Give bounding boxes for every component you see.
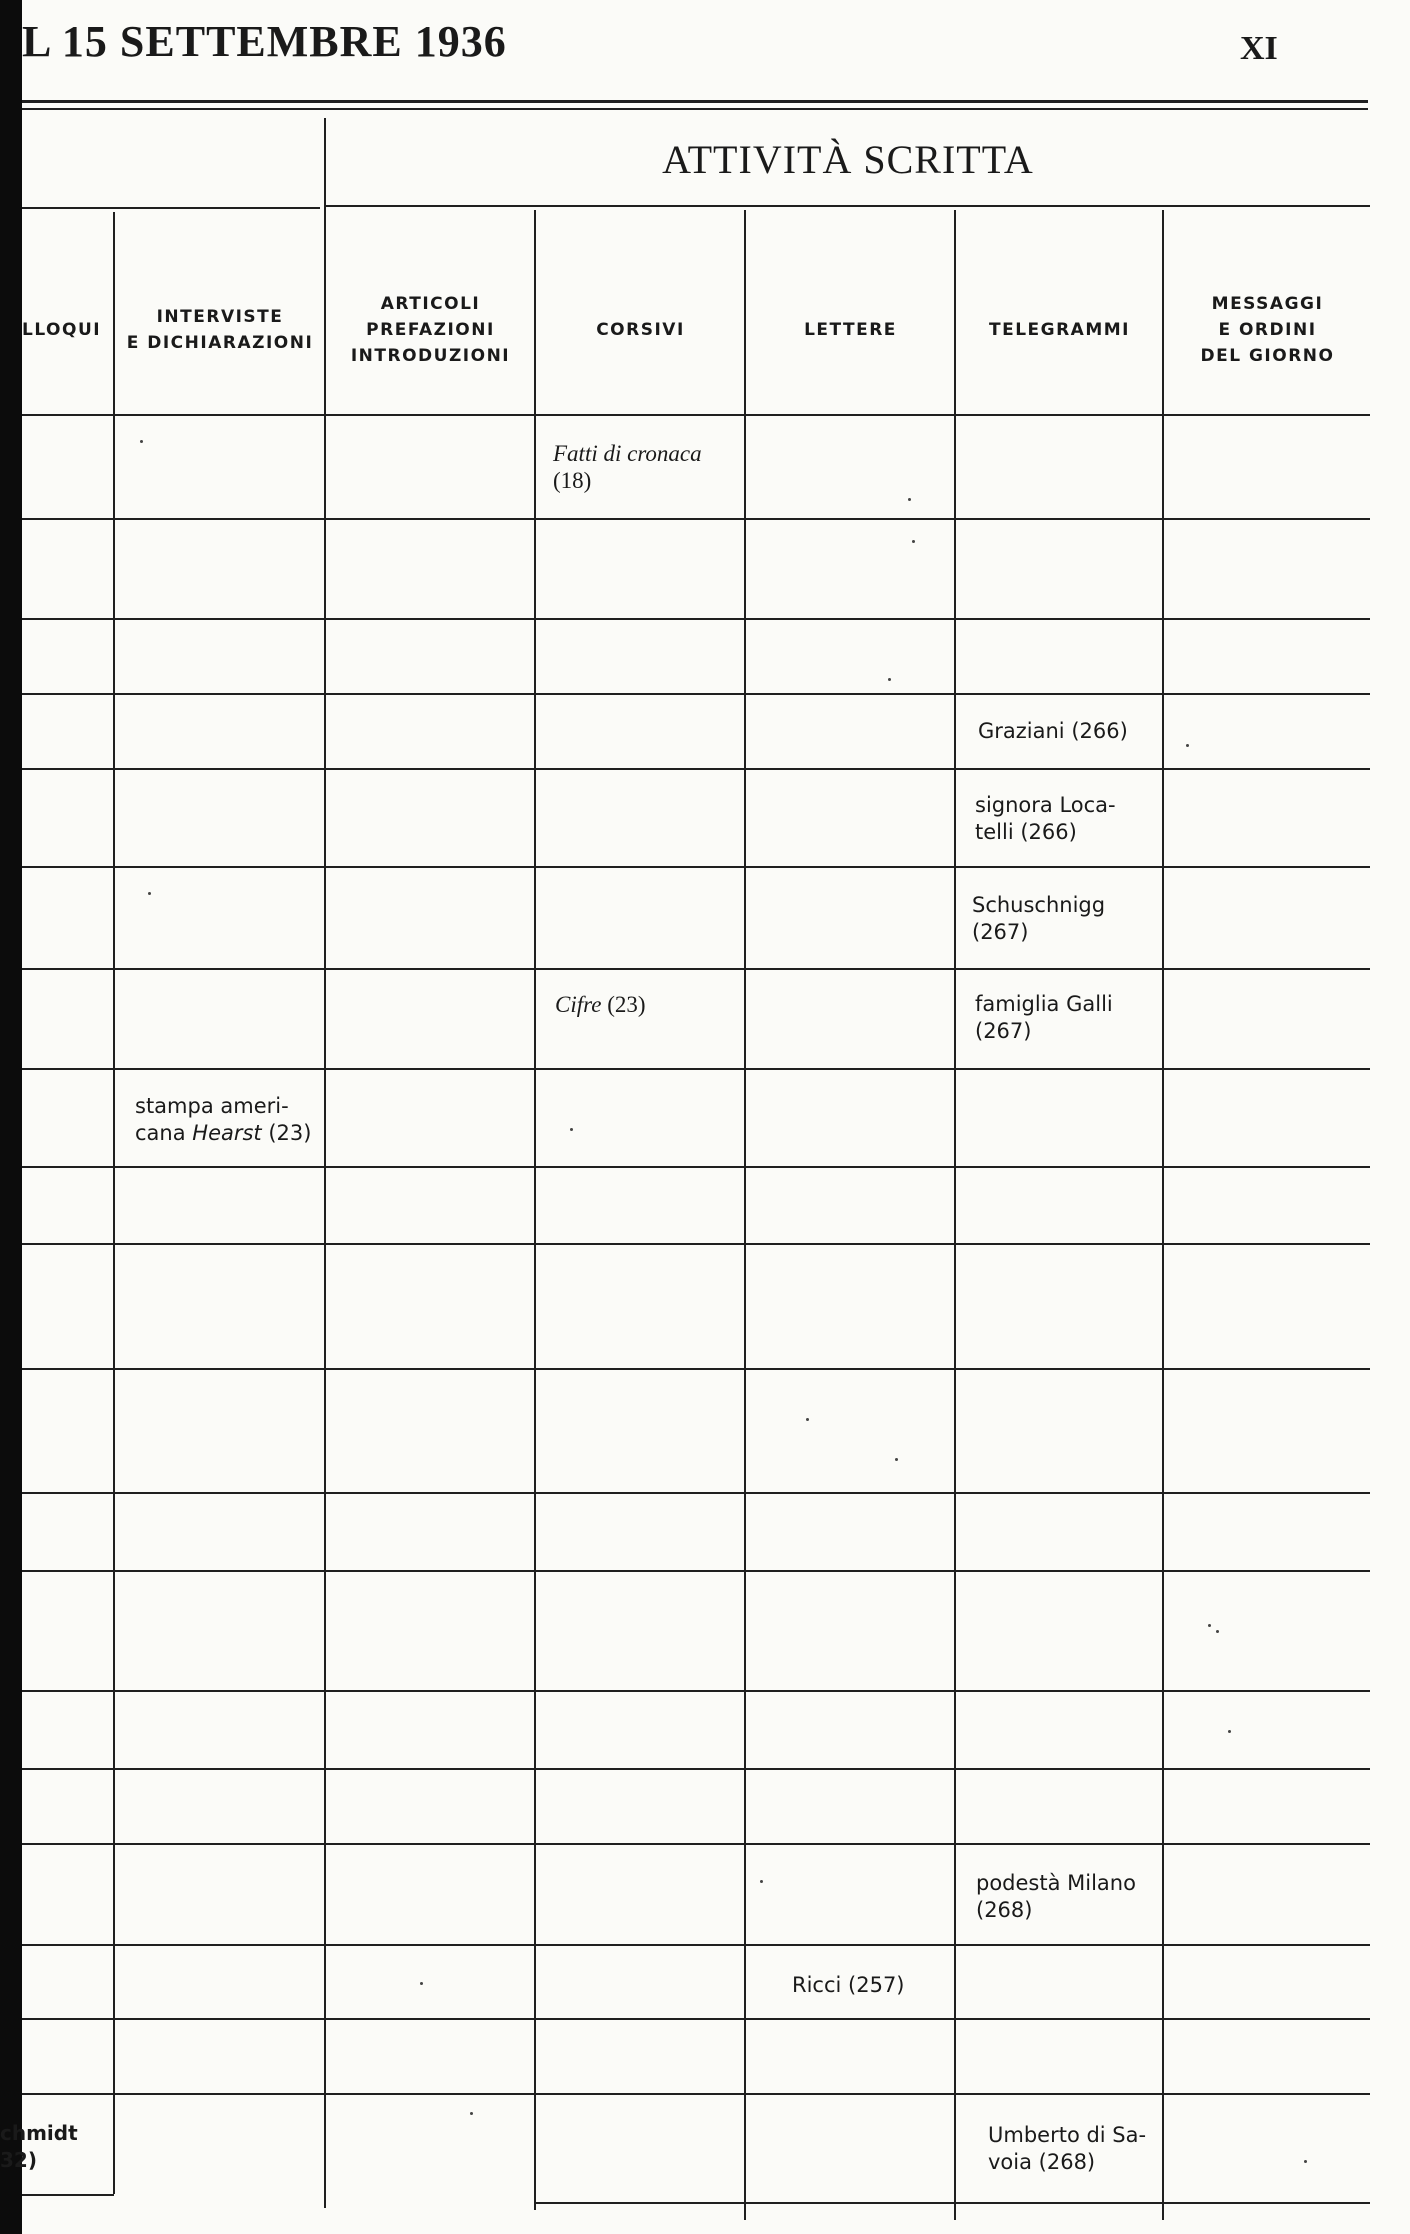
header-date: L 15 SETTEMBRE 1936 — [22, 17, 507, 66]
column-divider — [744, 210, 746, 2220]
entry-fatti-di-cronaca: Fatti di cronaca (18) — [553, 441, 702, 493]
column-divider — [1162, 210, 1164, 2220]
page-number: XI — [1240, 30, 1278, 67]
column-divider — [954, 210, 956, 2220]
column-header-articoli: ARTICOLI PREFAZIONI INTRODUZIONI — [350, 294, 511, 366]
page-edge-shadow — [0, 0, 22, 2234]
column-header-messaggi: MESSAGGI E ORDINI DEL GIORNO — [1200, 294, 1335, 366]
entry-podesta-milano: podestà Milano (268) — [976, 1871, 1136, 1922]
entry-umberto-di-savoia: Umberto di Sa- voia (268) — [988, 2123, 1147, 2174]
column-header-corsivi: CORSIVI — [596, 320, 685, 340]
entry-signora-locatelli: signora Loca- telli (266) — [975, 793, 1116, 844]
section-title-rule — [326, 205, 1370, 207]
column-header-interviste: INTERVISTE E DICHIARAZIONI — [126, 307, 314, 353]
header-rule — [22, 108, 1368, 110]
header-rule — [22, 100, 1368, 103]
section-title: ATTIVITÀ SCRITTA — [662, 137, 1034, 182]
entry-schmidt: chmidt 32) — [0, 2121, 78, 2172]
column-header-lettere: LETTERE — [804, 320, 897, 340]
entry-stampa-americana-hearst: stampa ameri- cana Hearst (23) — [135, 1094, 312, 1145]
entry-schuschnigg: Schuschnigg (267) — [972, 893, 1106, 944]
column-header-colloqui: LLOQUI — [22, 320, 102, 340]
column-divider — [324, 118, 326, 2208]
table-top-rule — [22, 207, 320, 209]
entry-famiglia-galli: famiglia Galli (267) — [975, 992, 1113, 1043]
entry-ricci: Ricci (257) — [792, 1973, 905, 1997]
column-header-telegrammi: TELEGRAMMI — [988, 320, 1130, 340]
column-divider — [534, 210, 536, 2210]
column-divider — [113, 212, 115, 2194]
entry-cifre: Cifre (23) — [555, 992, 646, 1017]
entry-graziani: Graziani (266) — [978, 719, 1128, 743]
